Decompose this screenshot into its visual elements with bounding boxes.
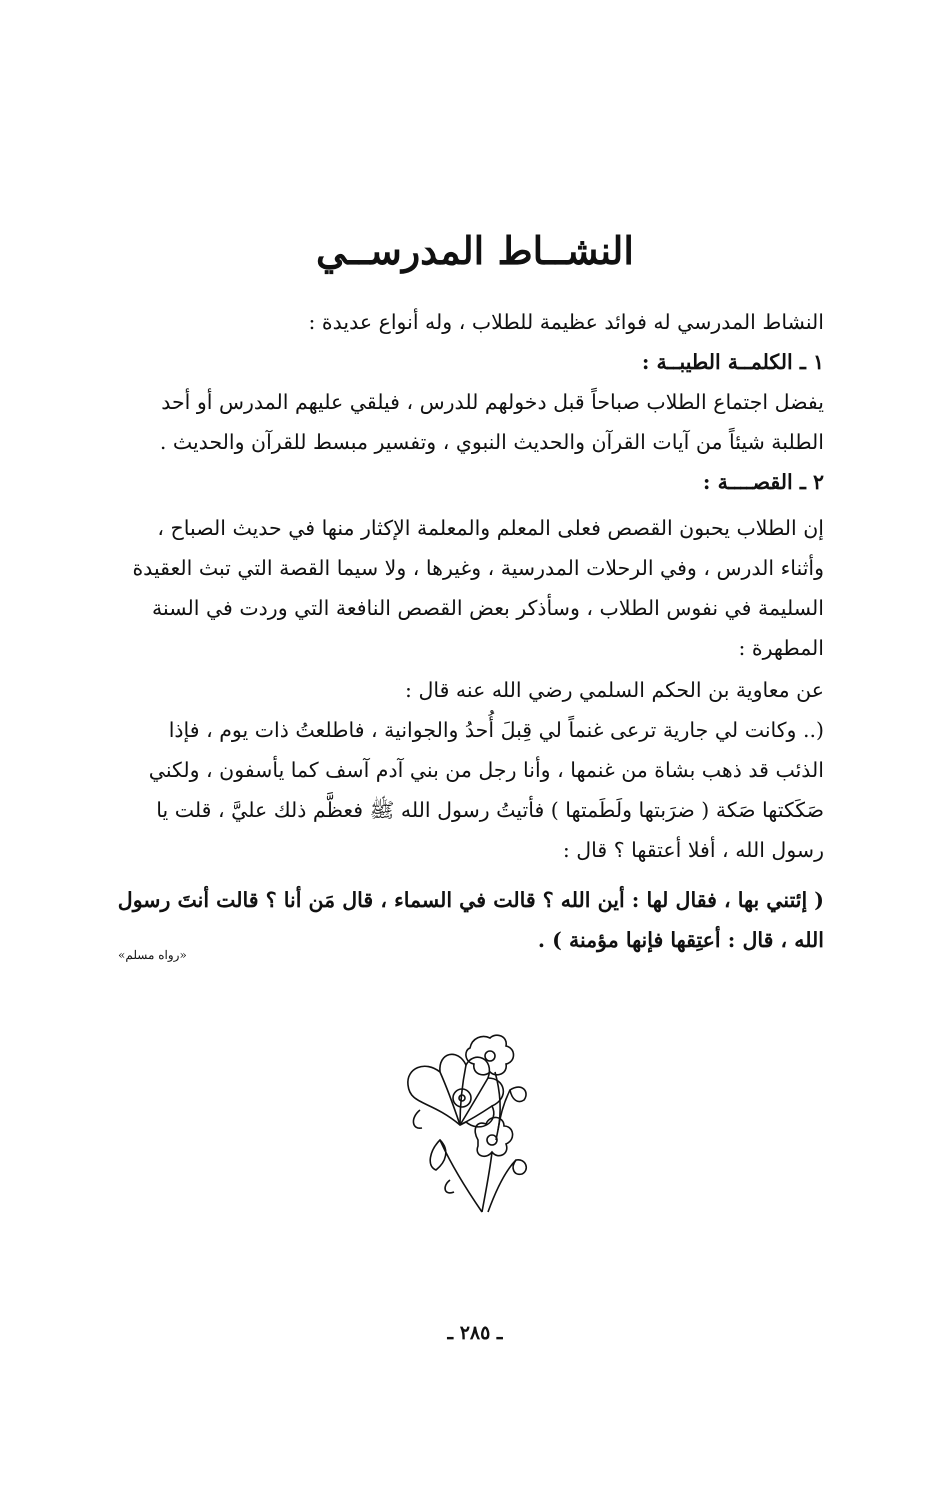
section2-line: وأثناء الدرس ، وفي الرحلات المدرسية ، وغيرها ، ولا سيما القصة التي تبث العقيدة — [132, 556, 824, 580]
hadith-line: (.. وكانت لي جارية ترعى غنماً لي قِبلَ أُحدُ والجوانية ، فاطلعتُ ذات يوم ، فإذا — [168, 718, 824, 742]
page-title: النشــاط المدرســي — [316, 228, 634, 273]
section2-body — [118, 508, 824, 668]
section1-line: الطلبة شيئاً من آيات القرآن والحديث النبوي ، وتفسير مبسط للقرآن والحديث . — [159, 430, 824, 454]
flower-ornament-icon — [400, 1030, 535, 1215]
section1-body — [118, 382, 824, 502]
hadith-line: رسول الله ، أفلا أعتقها ؟ قال : — [562, 838, 824, 862]
hadith-line: صَكَكتها صَكة ( ضرَبتها ولَطَمتها ) فأتيتُ رسول الله ﷺ فعظَّم ذلك عليَّ ، قلت يا — [156, 798, 824, 822]
section1-heading: ١ ـ الكلمــة الطيبــة : — [641, 350, 824, 374]
section2-heading: ٢ ـ القصــــة : — [702, 470, 824, 494]
page-number: ـ ٢٨٥ ـ — [447, 1322, 503, 1344]
section2-line: المطهرة : — [738, 636, 824, 660]
intro-line: النشاط المدرسي له فوائد عظيمة للطلاب ، وله أنواع عديدة : — [308, 310, 824, 334]
section1-line: يفضل اجتماع الطلاب صباحاً قبل دخولهم للدرس ، فيلقي عليهم المدرس أو أحد — [161, 390, 824, 414]
hadith-intro: عن معاوية بن الحكم السلمي رضي الله عنه قال : — [405, 678, 824, 702]
hadith-line: الذئب قد ذهب بشاة من غنمها ، وأنا رجل من بني آدم آسف كما يأسفون ، ولكني — [148, 758, 824, 782]
section2-line: إن الطلاب يحبون القصص فعلى المعلم والمعلمة الإكثار منها في حديث الصباح ، — [157, 516, 824, 540]
intro-paragraph — [118, 302, 824, 382]
hadith-bold-line: ( إئتني بها ، فقال لها : أين الله ؟ قالت في السماء ، قال مَن أنا ؟ قالت أنتَ رسول — [118, 888, 824, 912]
hadith-body — [118, 670, 824, 870]
hadith-bold-line: الله ، قال : أعتِقها فإنها مؤمنة ) . — [537, 928, 824, 952]
section2-line: السليمة في نفوس الطلاب ، وسأذكر بعض القصص النافعة التي وردت في السنة — [152, 596, 824, 620]
hadith-source: «رواه مسلم» — [118, 948, 187, 962]
hadith-quote — [118, 880, 824, 960]
